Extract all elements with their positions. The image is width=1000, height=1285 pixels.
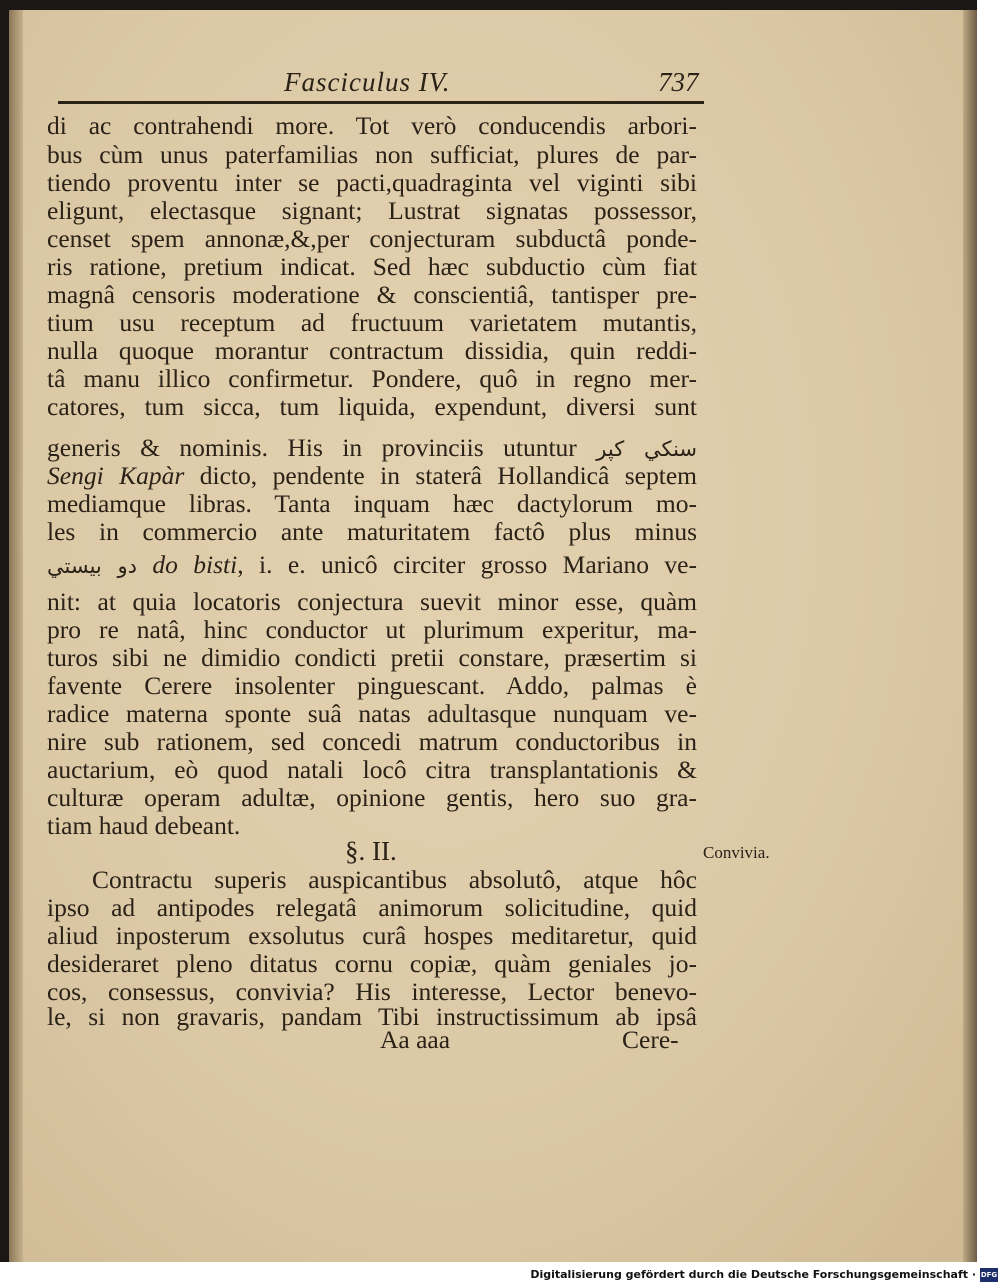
text-line: mediamque libras. Tanta inquam hæc dactylorum mo- — [47, 489, 697, 518]
text-segment: generis & nominis. His in provinciis utuntur — [47, 433, 577, 462]
text-segment: , i. e. unicô circiter grosso Mariano ve- — [237, 550, 697, 579]
text-line: tiendo proventu inter se pacti,quadraginta vel viginti sibi — [47, 168, 697, 197]
text-line: tâ manu illico confirmetur. Pondere, quô in regno mer- — [47, 364, 697, 393]
arabic-term: سنكي كپر — [596, 437, 697, 461]
text-line: auctarium, eò quod natali locô citra transplantationis & — [47, 755, 697, 784]
catchword: Cere- — [622, 1025, 679, 1054]
text-line: le, si non gravaris, pandam Tibi instructissimum ab ipsâ — [47, 1002, 697, 1031]
section-heading: §. II. — [345, 836, 397, 866]
digitization-credit: Digitalisierung gefördert durch die Deutsche Forschungsgemeinschaft · — [530, 1268, 976, 1281]
text-line: ris ratione, pretium indicat. Sed hæc subductio cùm fiat — [47, 252, 697, 281]
running-head-title: Fasciculus IV. — [284, 67, 451, 97]
page-number: 737 — [658, 67, 699, 97]
italic-term: do bisti — [152, 550, 238, 579]
text-line: cos, consessus, convivia? His interesse, Lector benevo- — [47, 977, 697, 1006]
text-line-with-arabic — [47, 550, 697, 581]
arabic-term: دو بيستي — [47, 554, 137, 578]
page-edge-shadow — [963, 10, 977, 1262]
margin-note: Convivia. — [703, 843, 770, 862]
text-segment: dicto, pendente in staterâ Hollandicâ septem — [184, 461, 697, 490]
text-line: tium usu receptum ad fructuum varietatem mutantis, — [47, 308, 697, 337]
text-line: turos sibi ne dimidio condicti pretii constare, præsertim si — [47, 643, 697, 672]
text-line: catores, tum sicca, tum liquida, expendunt, diversi sunt — [47, 392, 697, 421]
text-line: pro re natâ, hinc conductor ut plurimum experitur, ma- — [47, 615, 697, 644]
text-line: di ac contrahendi more. Tot verò conducendis arbori- — [47, 111, 697, 140]
text-line — [47, 461, 697, 491]
text-line: les in commercio ante maturitatem factô plus minus — [47, 517, 697, 546]
text-line: nulla quoque morantur contractum dissidia, quin reddi- — [47, 336, 697, 365]
dfg-logo-icon: DFG — [980, 1268, 998, 1282]
text-line-with-arabic — [47, 433, 697, 464]
text-line: culturæ operam adultæ, opinione gentis, hero suo gra- — [47, 783, 697, 812]
header-rule — [58, 101, 704, 104]
text-line: radice materna sponte suâ natas adultasque nunquam ve- — [47, 699, 697, 728]
signature-mark: Aa aaa — [380, 1025, 451, 1054]
text-line: aliud inposterum exsolutus curâ hospes meditaretur, quid — [47, 921, 697, 950]
text-line: censet spem annonæ,&,per conjecturam subductâ ponde- — [47, 224, 697, 253]
italic-term: Sengi Kapàr — [47, 461, 185, 490]
text-line: nit: at quia locatoris conjectura suevit minor esse, quàm — [47, 587, 697, 616]
text-line: eligunt, electasque signant; Lustrat signatas possessor, — [47, 196, 697, 225]
page-gutter-shadow — [9, 10, 23, 1262]
text-line: ipso ad antipodes relegatâ animorum solicitudine, quid — [47, 893, 697, 922]
text-line: Contractu superis auspicantibus absolutô, atque hôc — [92, 865, 697, 894]
text-line: favente Cerere insolenter pinguescant. Addo, palmas è — [47, 671, 697, 700]
text-line: desideraret pleno ditatus cornu copiæ, quàm geniales jo- — [47, 949, 697, 978]
text-line: tiam haud debeant. — [47, 811, 241, 840]
text-line: bus cùm unus paterfamilias non sufficiat, plures de par- — [47, 140, 697, 169]
text-line: magnâ censoris moderatione & conscientiâ, tantisper pre- — [47, 280, 697, 309]
text-line: nire sub rationem, sed concedi matrum conductoribus in — [47, 727, 697, 756]
